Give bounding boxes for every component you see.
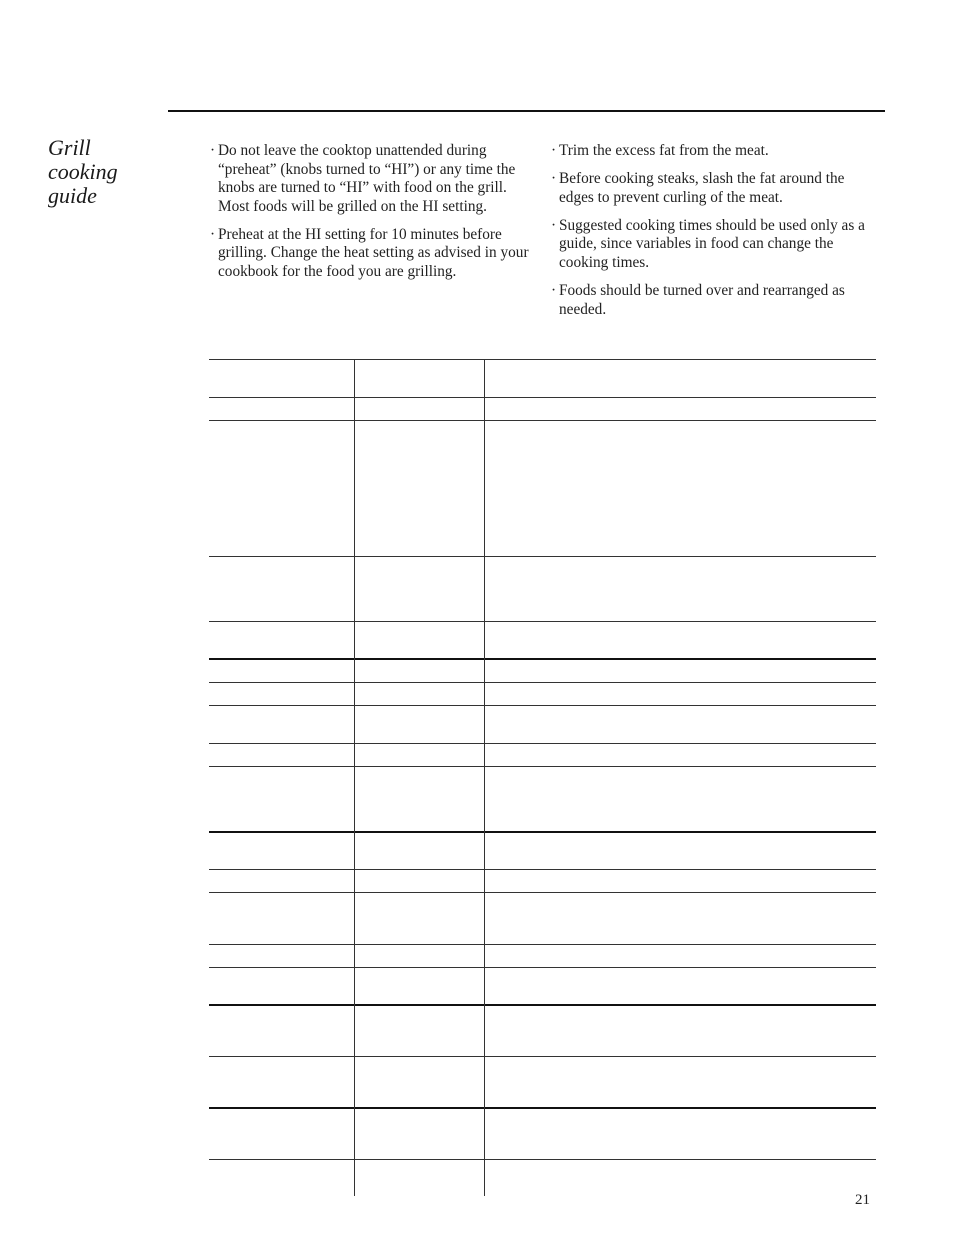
tip-text: Trim the excess fat from the meat. [559,142,769,159]
table-rule [209,621,876,622]
table-rule [209,944,876,945]
bullet-dot: · [551,142,557,159]
tips-right-column [551,142,873,329]
table-rule [209,892,876,893]
table-rule [209,359,876,360]
table-rule [209,869,876,870]
cooking-guide-table [209,359,876,1196]
table-group-rule [209,1107,876,1109]
table-rule [209,1056,876,1057]
page-number: 21 [855,1192,870,1208]
table-rule [209,420,876,421]
bullet-dot: · [551,282,557,300]
tip-text: Preheat at the HI setting for 10 minutes before grilling. Change the heat setting as advised in your cookbook for the food you are grilling. [218,225,529,281]
table-rule [209,766,876,767]
tip-item [210,226,532,282]
tip-item [551,170,873,207]
tip-text: Do not leave the cooktop unattended during “preheat” (knobs turned to “HI”) or any time the knobs are turned to “HI” with food on the grill. Most foods will be grilled on the HI setting. [218,142,516,215]
section-title [48,136,158,208]
table-group-rule [209,831,876,833]
tip-item [551,142,873,161]
tip-item [210,142,532,216]
tip-item [551,282,873,319]
table-column-divider [354,359,355,1196]
table-group-rule [209,1004,876,1006]
bullet-dot: · [210,225,216,243]
table-rule [209,705,876,706]
section-title-line: Grill [48,135,91,160]
table-rule [209,556,876,557]
top-rule [168,110,885,112]
tip-text: Foods should be turned over and rearranged as needed. [559,282,845,318]
table-column-divider [484,359,485,1196]
table-rule [209,1159,876,1160]
tips-left-column [210,142,532,291]
tip-text: Before cooking steaks, slash the fat around the edges to prevent curling of the meat. [559,170,845,206]
bullet-dot: · [551,216,557,234]
table-group-rule [209,658,876,660]
tip-text: Suggested cooking times should be used only as a guide, since variables in food can change the cooking times. [559,216,865,271]
table-rule [209,743,876,744]
table-rule [209,397,876,398]
table-rule [209,967,876,968]
tip-item [551,217,873,273]
section-title-line: guide [48,183,97,208]
table-rule [209,682,876,683]
section-title-line: cooking [48,159,118,184]
bullet-dot: · [210,142,216,159]
bullet-dot: · [551,170,557,188]
